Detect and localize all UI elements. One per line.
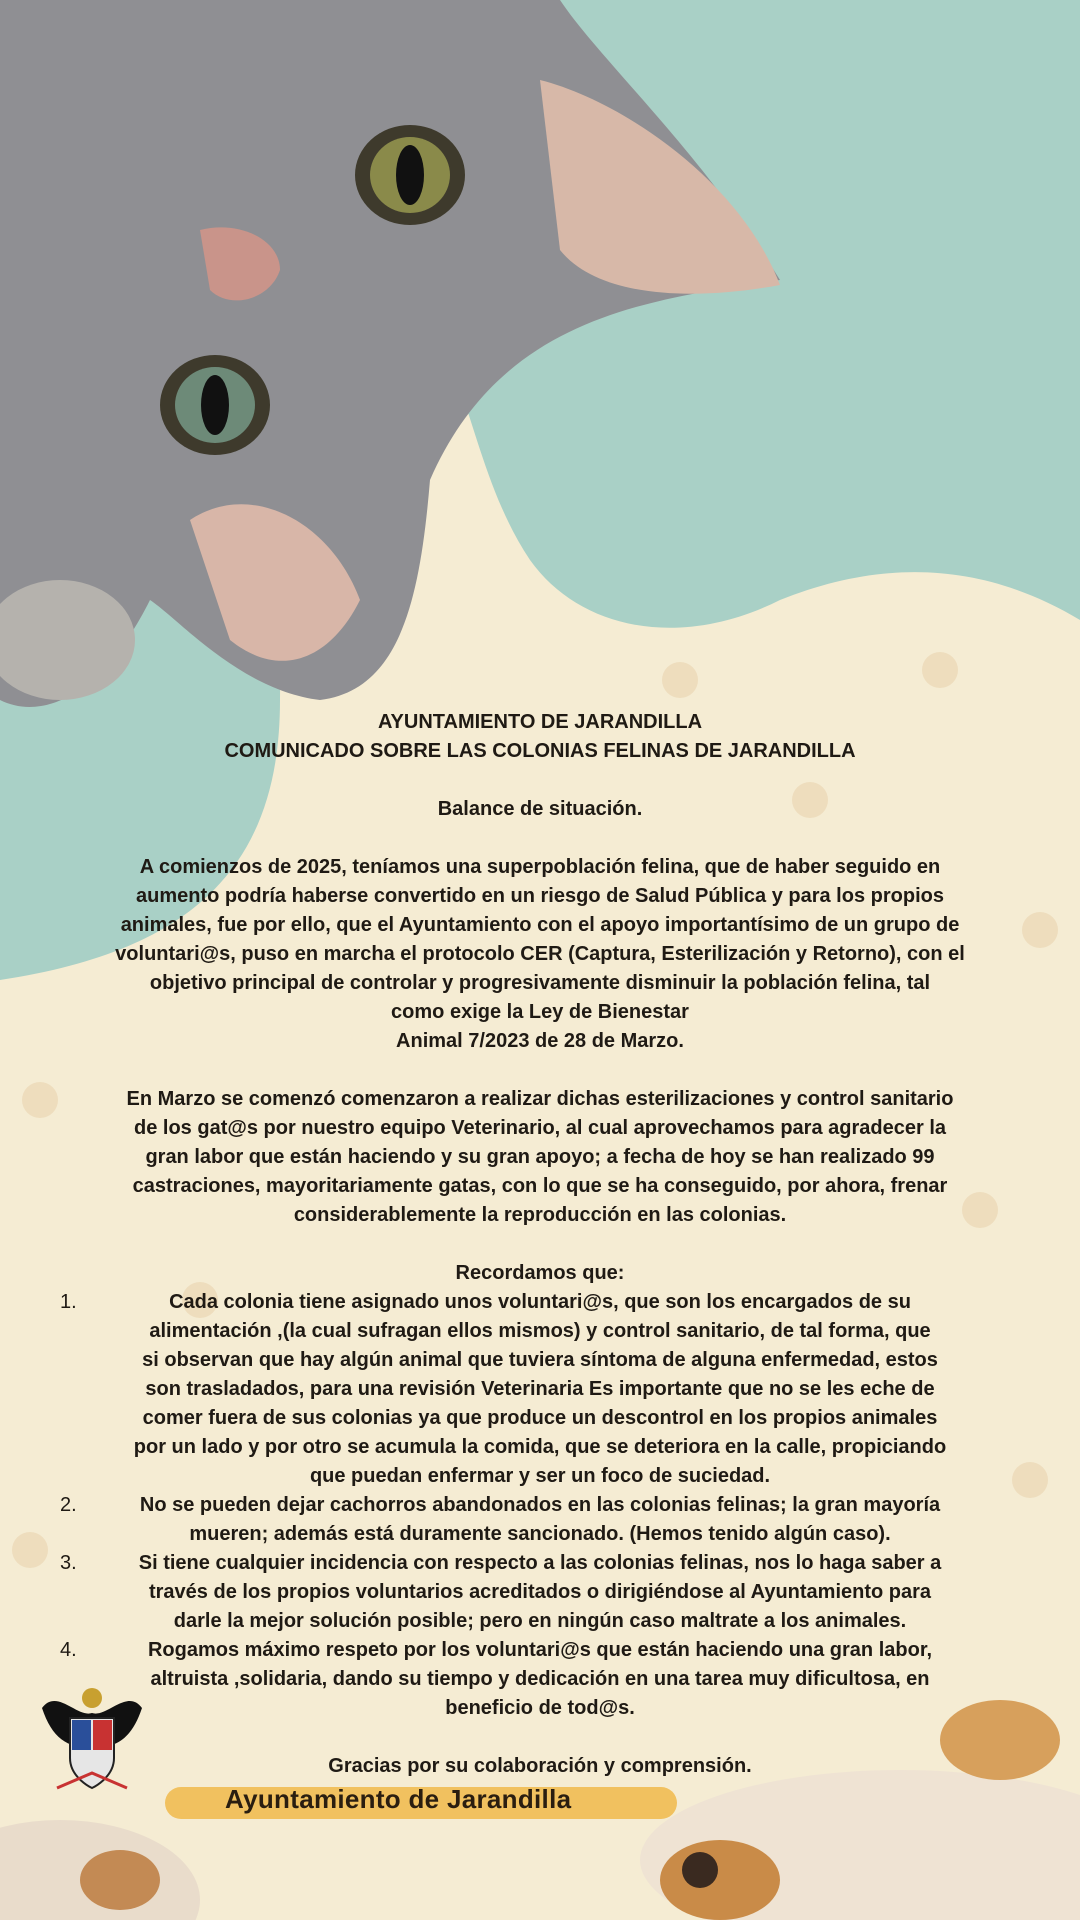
list-number: 1. (60, 1291, 77, 1313)
text-line: que puedan enfermar y ser un foco de suciedad. (309, 1465, 771, 1487)
closing-text: Gracias por su colaboración y comprensión. (328, 1755, 752, 1777)
text-line: son trasladados, para una revisión Veterinaria Es importante que no se les eche de (145, 1378, 935, 1400)
list-item (30, 1491, 1050, 1549)
list-item (30, 1549, 1050, 1636)
text-line: Cada colonia tiene asignado unos voluntari@s, que son los encargados de su (169, 1291, 911, 1313)
list-item (30, 1288, 1050, 1491)
text-line: si observan que hay algún animal que tuviera síntoma de alguna enfermedad, estos (142, 1349, 938, 1371)
paragraph-intro (30, 853, 1050, 1056)
text-line: A comienzos de 2025, teníamos una superpoblación felina, que de haber seguido en (139, 856, 941, 878)
reminder-list (30, 1288, 1050, 1723)
text-line: comer fuera de sus colonias ya que produce un descontrol en los propios animales (142, 1407, 938, 1429)
text-line: darle la mejor solución posible; pero en ningún caso maltrate a los animales. (173, 1610, 907, 1632)
text-line: beneficio de tod@s. (445, 1697, 635, 1719)
text-line: Rogamos máximo respeto por los voluntari@s que están haciendo una gran labor, (147, 1639, 933, 1661)
text-line: Animal 7/2023 de 28 de Marzo. (396, 1030, 684, 1052)
text-line: considerablemente la reproducción en las colonias. (293, 1204, 787, 1226)
text-line: mueren; además está duramente sancionado. (Hemos tenido algún caso). (189, 1523, 891, 1545)
footer-label: Ayuntamiento de Jarandilla (225, 1784, 572, 1814)
text-line: objetivo principal de controlar y progresivamente disminuir la población felina, tal (149, 972, 931, 994)
text-line: alimentación ,(la cual sufragan ellos mismos) y control sanitario, de tal forma, que (149, 1320, 931, 1342)
text-line: voluntari@s, puso en marcha el protocolo CER (Captura, Esterilización y Retorno), con el (115, 943, 965, 965)
text-line: como exige la Ley de Bienestar (391, 1001, 689, 1023)
text-line: castraciones, mayoritariamente gatas, con lo que se ha conseguido, por ahora, frenar (132, 1175, 948, 1197)
paragraph-progress (30, 1085, 1050, 1230)
list-number: 2. (60, 1494, 77, 1516)
text-line: En Marzo se comenzó comenzaron a realizar dichas esterilizaciones y control sanitario (126, 1088, 954, 1110)
text-line: altruista ,solidaria, dando su tiempo y dedicación en una tarea muy dificultosa, en (150, 1668, 930, 1690)
text-line: por un lado y por otro se acumula la comida, que se deteriora en la calle, propiciando (133, 1436, 947, 1458)
text-line: gran labor que están haciendo y su gran apoyo; a fecha de hoy se han realizado 99 (145, 1146, 935, 1168)
text-line: No se pueden dejar cachorros abandonados en las colonias felinas; la gran mayoría (139, 1494, 941, 1516)
notice-body (30, 708, 1050, 1781)
section-heading: Balance de situación. (437, 798, 643, 820)
header-subtitle: COMUNICADO SOBRE LAS COLONIAS FELINAS DE JARANDILLA (224, 740, 856, 762)
reminder-heading: Recordamos que: (455, 1262, 625, 1284)
text-line: través de los propios voluntarios acreditados o dirigiéndose al Ayuntamiento para (148, 1581, 932, 1603)
list-number: 4. (60, 1639, 77, 1661)
text-line: Si tiene cualquier incidencia con respecto a las colonias felinas, nos lo haga saber a (138, 1552, 942, 1574)
text-line: de los gat@s por nuestro equipo Veterinario, al cual aprovechamos para agradecer la (134, 1117, 946, 1139)
text-line: aumento podría haberse convertido en un riesgo de Salud Pública y para los propios (136, 885, 944, 907)
list-number: 3. (60, 1552, 77, 1574)
list-item (30, 1636, 1050, 1723)
header-title: AYUNTAMIENTO DE JARANDILLA (377, 711, 703, 733)
text-line: animales, fue por ello, que el Ayuntamiento con el apoyo importantísimo de un grupo de (120, 914, 960, 936)
